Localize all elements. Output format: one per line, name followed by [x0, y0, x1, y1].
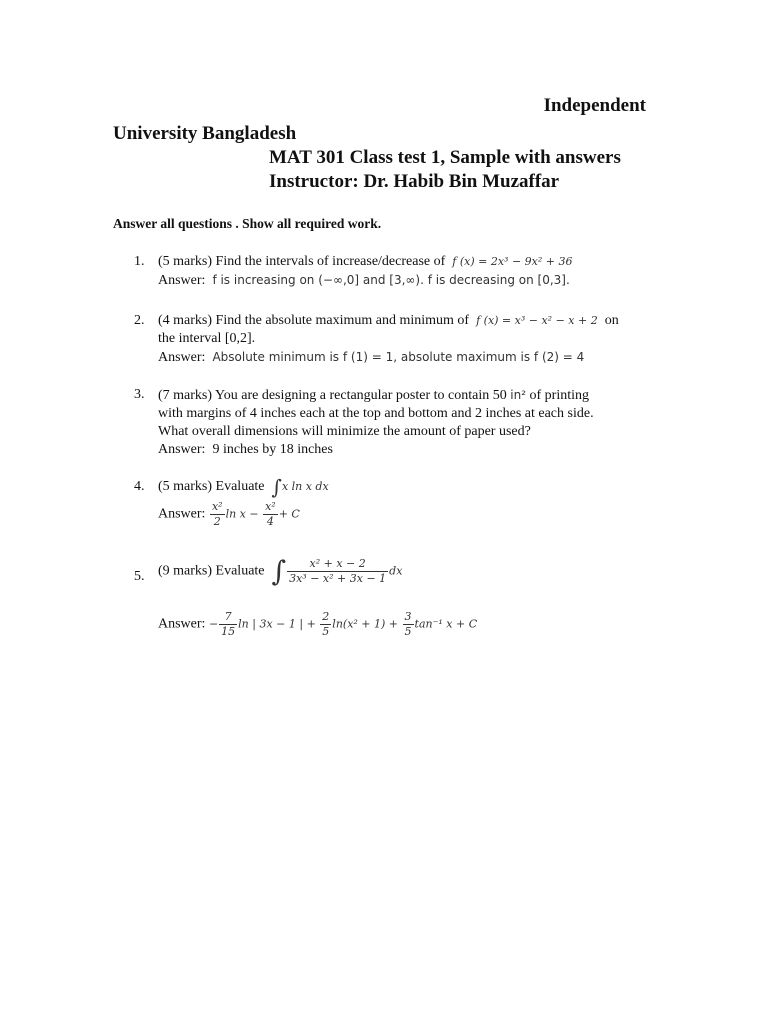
fraction-denominator: 4	[266, 515, 274, 529]
fraction-denominator: 5	[322, 625, 330, 638]
answer-term: ln | 3x − 1 | +	[238, 617, 316, 631]
instructions: Answer all questions . Show all required work.	[113, 216, 382, 231]
question-math: x ln x dx	[281, 480, 329, 494]
header-instructor: Instructor: Dr. Habib Bin Muzaffar	[269, 171, 560, 192]
answer-text: Absolute minimum is f (1) = 1, absolute maximum is f (2) = 4	[212, 350, 585, 364]
question-line-2: the interval [0,2].	[158, 331, 256, 346]
answer-label: Answer:	[158, 616, 206, 632]
question-number: 4.	[134, 479, 145, 494]
answer-fraction	[320, 610, 331, 639]
fraction-denominator: 5	[404, 625, 412, 638]
answer-fraction	[403, 610, 414, 639]
question-math-tail: dx	[389, 564, 403, 578]
question-prompt: (5 marks) Evaluate	[158, 479, 265, 495]
answer-term: ln x −	[225, 507, 259, 521]
header-independent: Independent	[543, 95, 646, 116]
answer-term: tan⁻¹ x + C	[414, 617, 478, 631]
answer-fraction	[263, 500, 278, 529]
answer-fraction	[219, 610, 237, 639]
header-university: University Bangladesh	[113, 123, 297, 144]
answer-text: 9 inches by 18 inches	[212, 442, 333, 457]
question-prompt: (4 marks) Find the absolute maximum and minimum of	[158, 313, 470, 328]
answer-sign: −	[208, 617, 219, 631]
answer-text: f is increasing on (−∞,0] and [3,∞). f is decreasing on [0,3].	[212, 273, 570, 287]
question-number: 2.	[134, 313, 145, 328]
integrand-fraction	[287, 557, 388, 586]
fraction-denominator: 3x³ − x² + 3x − 1	[289, 572, 387, 585]
question-number: 1.	[134, 254, 145, 269]
question-prompt: (7 marks) You are designing a rectangular poster to contain 50	[158, 388, 507, 403]
answer-label: Answer:	[158, 350, 206, 365]
answer-label: Answer:	[158, 506, 206, 522]
header-course-title: MAT 301 Class test 1, Sample with answers	[269, 147, 621, 168]
fraction-numerator: 7	[219, 610, 237, 625]
answer-fraction	[210, 500, 225, 529]
fraction-denominator: 15	[221, 625, 236, 638]
question-prompt: (5 marks) Find the intervals of increase/decrease of	[158, 254, 446, 269]
question-line-2: with margins of 4 inches each at the top and bottom and 2 inches at each side.	[158, 406, 594, 421]
question-number: 3.	[134, 387, 145, 402]
answer-label: Answer:	[158, 442, 206, 457]
fraction-denominator: 2	[213, 515, 221, 529]
question-line-3: What overall dimensions will minimize the amount of paper used?	[158, 424, 531, 439]
answer-term: + C	[278, 507, 300, 521]
answer-label: Answer:	[158, 273, 206, 288]
integral-sign: ∫	[271, 475, 282, 499]
fraction-numerator: 2	[322, 610, 330, 623]
question-math: f (x) = 2x³ − 9x² + 36	[452, 255, 573, 268]
fraction-numerator: x²	[265, 500, 276, 514]
question-unit: in²	[510, 388, 526, 402]
question-prompt-end: on	[604, 313, 619, 328]
integral-sign: ∫	[271, 554, 287, 588]
question-number: 5.	[134, 569, 145, 584]
question-prompt-end: of printing	[529, 388, 589, 403]
fraction-numerator: 3	[404, 610, 412, 623]
answer-term: ln(x² + 1) +	[332, 617, 399, 631]
question-math: f (x) = x³ − x² − x + 2	[476, 314, 598, 327]
fraction-numerator: x²	[211, 500, 223, 514]
fraction-numerator: x² + x − 2	[287, 557, 388, 572]
question-prompt: (9 marks) Evaluate	[158, 563, 265, 579]
